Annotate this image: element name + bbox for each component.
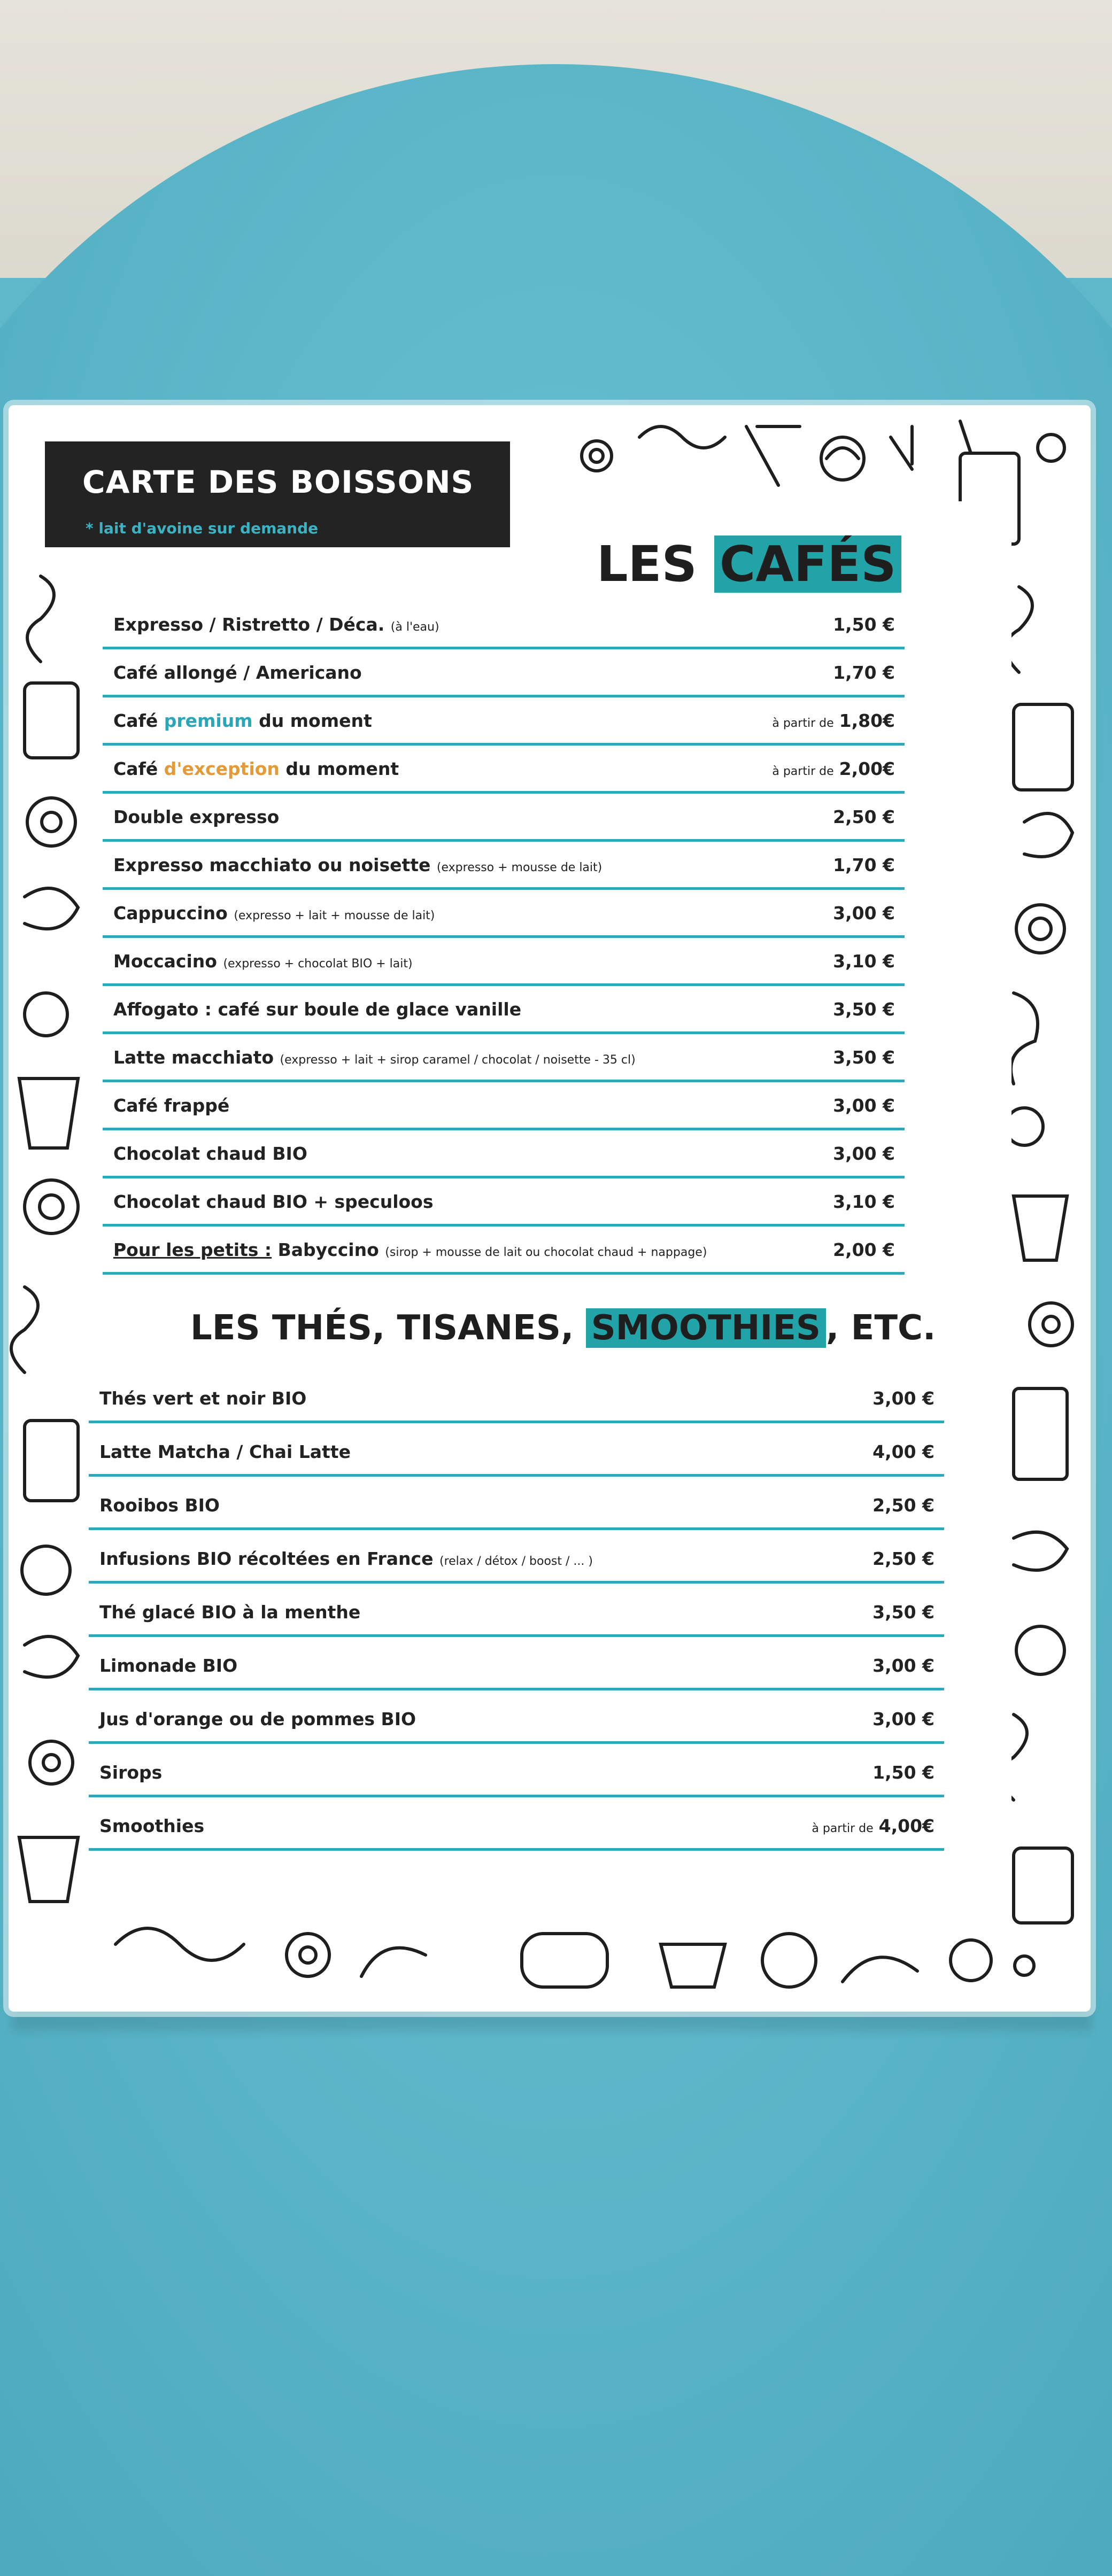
item-price: 3,00 € xyxy=(833,1095,895,1116)
item-name: Expresso macchiato ou noisette xyxy=(113,855,431,875)
list-item xyxy=(103,694,905,746)
item-name: Café xyxy=(113,758,164,779)
item-name: Latte Matcha / Chai Latte xyxy=(99,1441,351,1462)
item-price: 2,50 € xyxy=(833,806,895,827)
list-item xyxy=(103,1175,905,1227)
cafes-title-plain: LES xyxy=(597,536,714,593)
list-item xyxy=(89,1795,944,1851)
item-detail: (sirop + mousse de lait ou chocolat chaud + nappage) xyxy=(385,1246,707,1259)
item-name: Moccacino xyxy=(113,951,217,972)
item-detail: (relax / détox / boost / ... ) xyxy=(439,1555,593,1568)
item-price: 1,70 € xyxy=(833,855,895,875)
item-price: 4,00 € xyxy=(872,1441,935,1462)
item-name-smoothies: Smoothies xyxy=(99,1815,205,1836)
price-prefix: à partir de xyxy=(772,765,834,778)
item-detail: (expresso + mousse de lait) xyxy=(436,861,603,874)
item-detail: (expresso + lait + mousse de lait) xyxy=(234,909,435,922)
item-price: 3,00 € xyxy=(872,1388,935,1409)
item-name: Babyccino xyxy=(272,1239,379,1260)
list-item xyxy=(89,1688,944,1744)
list-item xyxy=(103,838,905,890)
item-name: Café frappé xyxy=(113,1095,230,1116)
item-name: Latte macchiato xyxy=(113,1047,274,1068)
item-price: 3,00 € xyxy=(872,1709,935,1729)
list-item xyxy=(103,598,905,649)
item-price: 3,50 € xyxy=(833,999,895,1020)
menu-sheet xyxy=(9,405,1091,2012)
item-price: 2,00€ xyxy=(839,758,895,779)
item-name: Chocolat chaud BIO + speculoos xyxy=(113,1191,434,1212)
item-price: 3,50 € xyxy=(833,1047,895,1068)
list-item xyxy=(89,1527,944,1584)
item-name: Limonade BIO xyxy=(99,1655,238,1676)
list-item xyxy=(89,1581,944,1637)
item-name: Cappuccino xyxy=(113,903,228,924)
item-price: 1,50 € xyxy=(833,614,895,635)
cafes-section-title xyxy=(597,536,901,593)
list-item xyxy=(89,1367,944,1423)
item-name: Café allongé / Americano xyxy=(113,662,362,683)
item-price: 3,00 € xyxy=(833,903,895,924)
item-keyword-exception: d'exception xyxy=(164,758,280,779)
list-item xyxy=(103,982,905,1034)
item-price: 1,80€ xyxy=(839,710,895,731)
item-name: Rooibos BIO xyxy=(99,1495,220,1516)
list-item xyxy=(103,1127,905,1178)
item-name: Jus d'orange ou de pommes BIO xyxy=(99,1709,416,1729)
item-name: Café xyxy=(113,710,164,731)
item-price: 2,50 € xyxy=(872,1548,935,1569)
item-price: 2,00 € xyxy=(833,1239,895,1260)
item-name: Thés vert et noir BIO xyxy=(99,1388,307,1409)
item-price: 3,00 € xyxy=(872,1655,935,1676)
oat-milk-note: * lait d'avoine sur demande xyxy=(86,519,319,537)
item-name-suffix: du moment xyxy=(252,710,372,731)
list-item xyxy=(103,934,905,986)
item-price: 1,50 € xyxy=(872,1762,935,1783)
item-price: 3,50 € xyxy=(872,1602,935,1623)
item-price: 4,00€ xyxy=(878,1815,935,1836)
cafes-title-highlight: CAFÉS xyxy=(714,536,902,593)
list-item xyxy=(89,1741,944,1797)
thes-title-plain: LES THÉS, TISANES, xyxy=(190,1308,586,1348)
list-item xyxy=(89,1634,944,1690)
item-name: Affogato : café sur boule de glace vanille xyxy=(113,999,522,1020)
menu-title: CARTE DES BOISSONS xyxy=(82,464,474,500)
item-price: 3,00 € xyxy=(833,1143,895,1164)
item-price: 3,10 € xyxy=(833,951,895,972)
item-name: Infusions BIO récoltées en France xyxy=(99,1548,434,1569)
list-item xyxy=(103,790,905,842)
item-price: 3,10 € xyxy=(833,1191,895,1212)
item-price: 1,70 € xyxy=(833,662,895,683)
list-item xyxy=(103,1030,905,1082)
item-name: Double expresso xyxy=(113,806,280,827)
list-item xyxy=(103,742,905,794)
item-name: Thé glacé BIO à la menthe xyxy=(99,1602,361,1623)
list-item xyxy=(103,1078,905,1130)
item-price: 2,50 € xyxy=(872,1495,935,1516)
item-name: Sirops xyxy=(99,1762,163,1783)
item-name-suffix: du moment xyxy=(279,758,399,779)
price-prefix: à partir de xyxy=(812,1822,874,1835)
item-name: Expresso / Ristretto / Déca. xyxy=(113,614,385,635)
header-label xyxy=(45,441,510,547)
thes-title-suffix: , ETC. xyxy=(826,1308,936,1348)
item-detail: (expresso + chocolat BIO + lait) xyxy=(223,957,413,971)
thes-section-title xyxy=(190,1308,936,1348)
list-item xyxy=(103,1223,905,1275)
thes-title-highlight: SMOOTHIES xyxy=(586,1308,826,1348)
item-name: Chocolat chaud BIO xyxy=(113,1143,307,1164)
list-item xyxy=(89,1421,944,1477)
price-prefix: à partir de xyxy=(772,717,834,730)
list-item xyxy=(103,646,905,697)
item-detail: (à l'eau) xyxy=(390,620,439,634)
kids-label: Pour les petits : xyxy=(113,1239,272,1260)
list-item xyxy=(89,1474,944,1530)
list-item xyxy=(103,886,905,938)
item-detail: (expresso + lait + sirop caramel / chocolat / noisette - 35 cl) xyxy=(280,1053,636,1067)
item-keyword-premium: premium xyxy=(164,710,253,731)
